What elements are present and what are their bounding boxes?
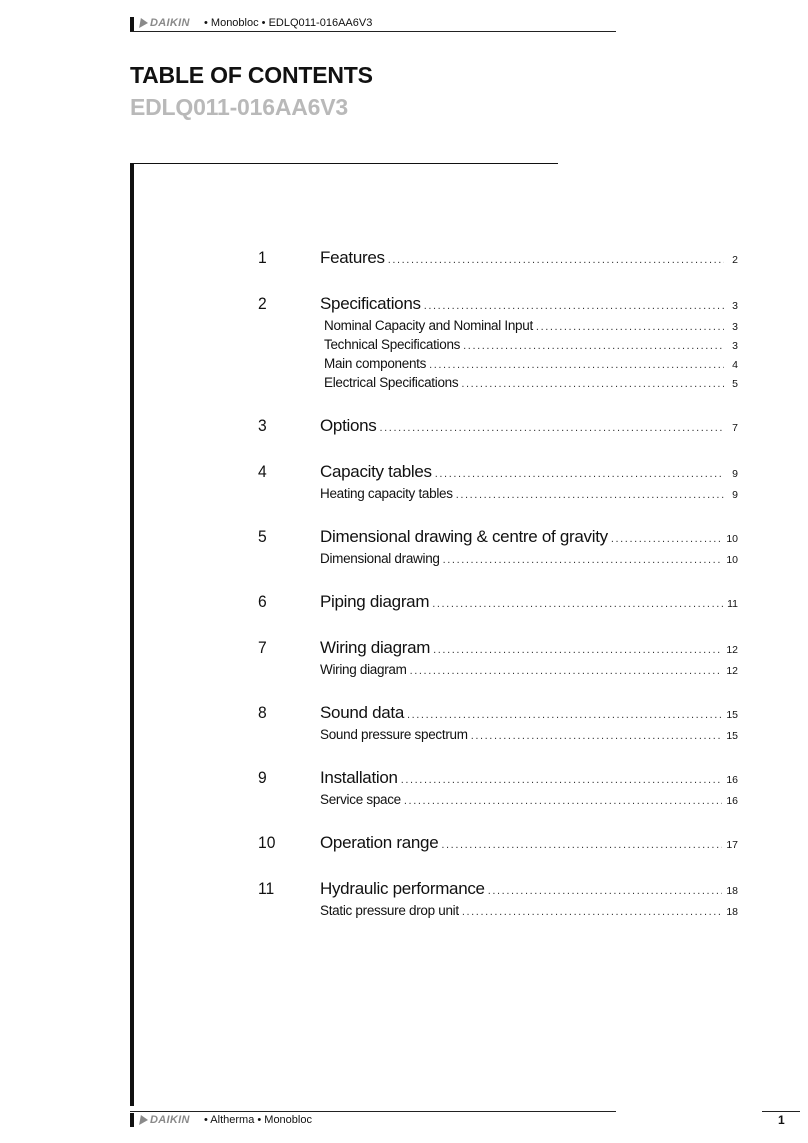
subsection-page: 4 <box>732 359 738 371</box>
toc-subsection-row[interactable] <box>258 337 738 356</box>
section-page: 18 <box>726 885 738 897</box>
toc-subsection-row[interactable] <box>258 792 738 811</box>
leader-dots <box>432 598 723 610</box>
toc-subsection-row[interactable] <box>258 551 738 570</box>
page-title: TABLE OF CONTENTS <box>130 62 373 88</box>
subsection-title: Main components <box>324 356 427 371</box>
footer-bar <box>130 1113 134 1127</box>
page-header <box>130 15 616 32</box>
page-number-rule <box>762 1111 800 1112</box>
toc-entry <box>258 527 738 570</box>
daikin-logo-icon <box>139 18 149 28</box>
leader-dots <box>488 885 723 897</box>
leader-dots <box>463 340 724 352</box>
leader-dots <box>424 300 724 312</box>
leader-dots <box>441 839 722 851</box>
subsection-page: 10 <box>726 554 738 566</box>
leader-dots <box>429 359 724 371</box>
leader-dots <box>407 709 722 721</box>
toc-section-row[interactable] <box>258 879 738 903</box>
section-title: Operation range <box>320 833 439 852</box>
leader-dots <box>410 665 723 677</box>
frame-top-rule <box>130 163 558 164</box>
toc-section-row[interactable] <box>258 416 738 440</box>
page-subtitle: EDLQ011-016AA6V3 <box>130 94 348 120</box>
section-page: 10 <box>726 533 738 545</box>
frame-left-bar <box>130 163 134 1106</box>
leader-dots <box>404 795 722 807</box>
subsection-page: 15 <box>726 730 738 742</box>
toc-subsection-row[interactable] <box>258 903 738 922</box>
subsection-page: 9 <box>732 489 738 501</box>
toc-entry <box>258 703 738 746</box>
section-title: Dimensional drawing & centre of gravity <box>320 527 608 546</box>
section-number: 2 <box>258 294 267 313</box>
subsection-page: 3 <box>732 340 738 352</box>
section-page: 2 <box>732 254 738 266</box>
daikin-logo-footer <box>140 1114 190 1126</box>
subsection-title: Wiring diagram <box>320 662 407 677</box>
toc-entry <box>258 768 738 811</box>
section-number: 1 <box>258 248 267 267</box>
toc-section-row[interactable] <box>258 592 738 616</box>
subsection-title: Nominal Capacity and Nominal Input <box>324 318 533 333</box>
leader-dots <box>461 378 724 390</box>
section-number: 8 <box>258 703 267 722</box>
toc-subsection-row[interactable] <box>258 727 738 746</box>
subsection-title: Electrical Specifications <box>324 375 459 390</box>
toc-section-row[interactable] <box>258 833 738 857</box>
section-number: 10 <box>258 833 276 852</box>
section-page: 16 <box>726 774 738 786</box>
toc-subsection-row[interactable] <box>258 486 738 505</box>
toc-subsection-row[interactable] <box>258 356 738 375</box>
section-title: Piping diagram <box>320 592 430 611</box>
leader-dots <box>462 906 722 918</box>
subsection-page: 12 <box>726 665 738 677</box>
toc-entry <box>258 462 738 505</box>
leader-dots <box>611 533 722 545</box>
leader-dots <box>536 321 724 333</box>
subsection-title: Service space <box>320 792 401 807</box>
toc-section-row[interactable] <box>258 703 738 727</box>
section-title: Capacity tables <box>320 462 432 481</box>
toc-section-row[interactable] <box>258 527 738 551</box>
toc-entry <box>258 294 738 394</box>
toc-entry <box>258 248 738 272</box>
section-title: Options <box>320 416 377 435</box>
section-title: Specifications <box>320 294 421 313</box>
toc-section-row[interactable] <box>258 768 738 792</box>
header-brand: DAIKIN <box>150 17 190 29</box>
daikin-logo-icon <box>139 1115 149 1125</box>
leader-dots <box>388 254 724 266</box>
footer-brand: DAIKIN <box>150 1114 190 1126</box>
toc-subsection-row[interactable] <box>258 318 738 337</box>
section-title: Hydraulic performance <box>320 879 485 898</box>
toc-section-row[interactable] <box>258 638 738 662</box>
leader-dots <box>380 422 725 434</box>
leader-dots <box>443 554 723 566</box>
toc-entry <box>258 638 738 681</box>
section-page: 15 <box>726 709 738 721</box>
section-number: 9 <box>258 768 267 787</box>
page-footer <box>130 1111 616 1128</box>
section-title: Installation <box>320 768 398 787</box>
subsection-title: Heating capacity tables <box>320 486 453 501</box>
header-bar <box>130 17 134 31</box>
section-title: Features <box>320 248 385 267</box>
toc-entry <box>258 592 738 616</box>
subsection-title: Dimensional drawing <box>320 551 440 566</box>
toc-section-row[interactable] <box>258 248 738 272</box>
toc-entry <box>258 833 738 857</box>
table-of-contents <box>258 248 738 944</box>
subsection-page: 3 <box>732 321 738 333</box>
section-number: 5 <box>258 527 267 546</box>
subsection-page: 18 <box>726 906 738 918</box>
leader-dots <box>433 644 722 656</box>
toc-subsection-row[interactable] <box>258 375 738 394</box>
section-number: 7 <box>258 638 267 657</box>
section-title: Wiring diagram <box>320 638 431 657</box>
daikin-logo <box>140 17 190 29</box>
section-title: Sound data <box>320 703 404 722</box>
page-number: 1 <box>778 1113 785 1127</box>
section-number: 3 <box>258 416 267 435</box>
subsection-title: Technical Specifications <box>324 337 461 352</box>
section-page: 12 <box>726 644 738 656</box>
section-page: 7 <box>732 422 738 434</box>
leader-dots <box>471 730 723 742</box>
toc-subsection-row[interactable] <box>258 662 738 681</box>
section-number: 6 <box>258 592 267 611</box>
toc-entry <box>258 879 738 922</box>
section-page: 11 <box>727 598 738 610</box>
subsection-title: Static pressure drop unit <box>320 903 459 918</box>
leader-dots <box>435 468 724 480</box>
subsection-title: Sound pressure spectrum <box>320 727 468 742</box>
section-page: 3 <box>732 300 738 312</box>
leader-dots <box>401 774 723 786</box>
subsection-page: 5 <box>732 378 738 390</box>
toc-section-row[interactable] <box>258 462 738 486</box>
toc-section-row[interactable] <box>258 294 738 318</box>
section-number: 11 <box>258 879 275 898</box>
subsection-page: 16 <box>726 795 738 807</box>
section-page: 9 <box>732 468 738 480</box>
toc-entry <box>258 416 738 440</box>
footer-text: • Altherma • Monobloc <box>204 1114 312 1126</box>
leader-dots <box>456 489 724 501</box>
section-number: 4 <box>258 462 267 481</box>
section-page: 17 <box>726 839 738 851</box>
header-text: • Monobloc • EDLQ011-016AA6V3 <box>204 17 373 29</box>
